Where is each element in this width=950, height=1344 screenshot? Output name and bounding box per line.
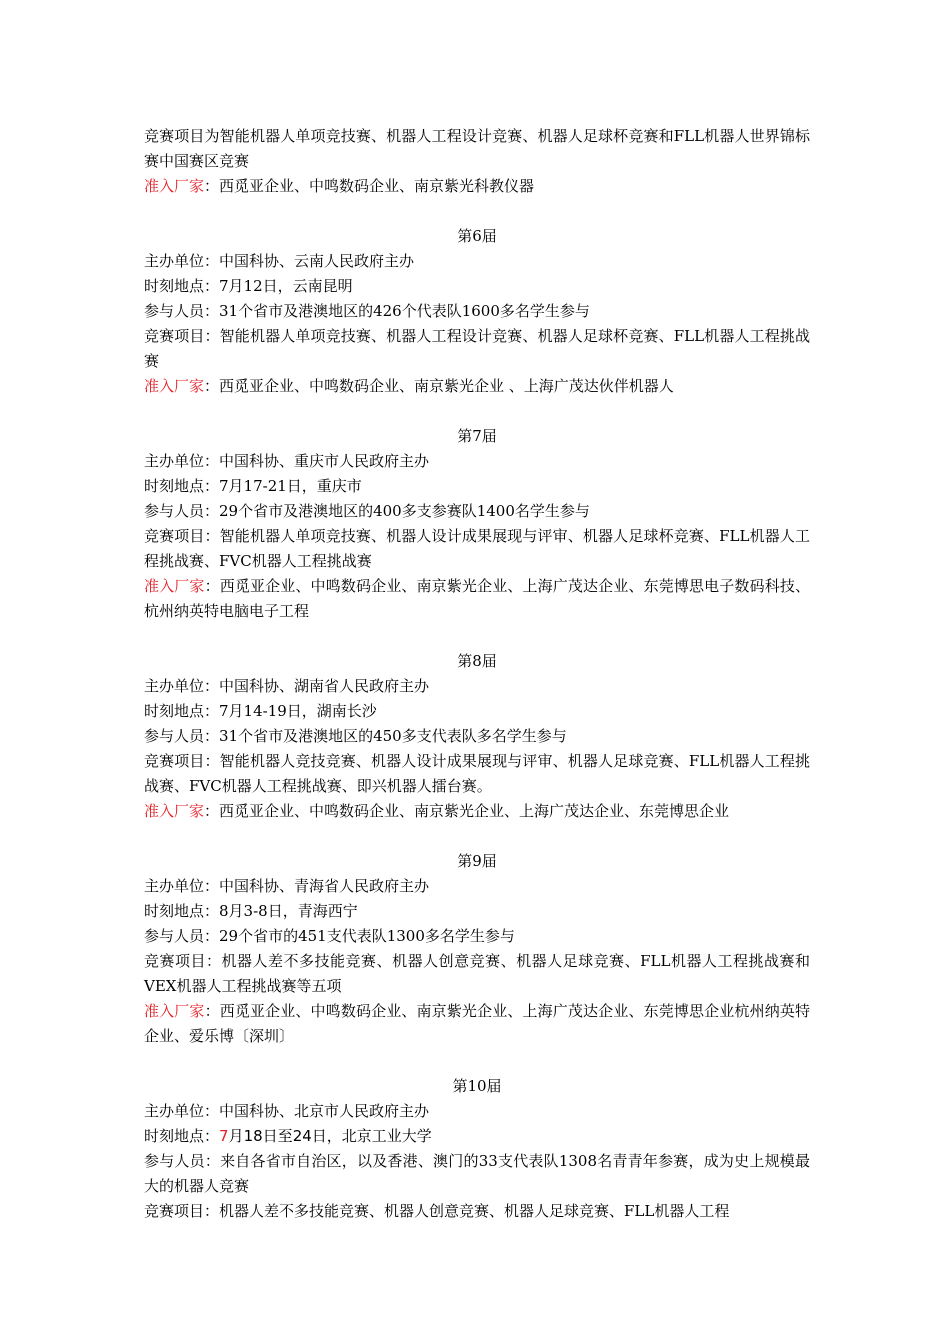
intro-events: 竞赛项目为智能机器人单项竞技赛、机器人工程设计竞赛、机器人足球杯竞赛和FLL机器人世界锦标赛中国赛区竞赛 [144,127,810,170]
time-place-10 [144,1124,810,1149]
participants-9: 参与人员：29个省市的451支代表队1300多名学生参与 [144,927,515,945]
vendors-label: 准入厂家 [144,177,205,195]
time-place-8: 时刻地点：7月14-19日，湖南长沙 [144,702,377,720]
organizer-6: 主办单位：中国科协、云南人民政府主办 [144,252,415,270]
vendors-6 [144,374,810,399]
participants-6: 参与人员：31个省市及港澳地区的426个代表队1600多名学生参与 [144,302,590,320]
section-title-8: 第8届 [457,652,497,670]
section-title-9: 第9届 [457,852,497,870]
vendors-label: 准入厂家 [144,377,205,395]
time-month: 7 [219,1127,229,1145]
vendors-9 [144,999,810,1049]
intro-vendors [144,174,810,199]
vendors-list: ：西觅亚企业、中鸣数码企业、南京紫光企业、上海广茂达企业、东莞博思企业杭州纳英特企业、爱乐博〔深圳〕 [144,1002,810,1045]
time-day-start: 18 [243,1127,263,1145]
participants-7: 参与人员：29个省市及港澳地区的400多支参赛队1400名学生参与 [144,502,590,520]
time-day-end: 24 [292,1127,312,1145]
vendors-list: ：西觅亚企业、中鸣数码企业、南京紫光企业、上海广茂达企业、东莞博思电子数码科技、杭州纳英特电脑电子工程 [144,577,810,620]
section-title-10: 第10届 [452,1077,502,1095]
vendors-list: ：西觅亚企业、中鸣数码企业、南京紫光企业 、上海广茂达伙伴机器人 [204,377,674,395]
time-place-9: 时刻地点：8月3-8日，青海西宁 [144,902,358,920]
participants-10: 参与人员：来自各省市自治区，以及香港、澳门的33支代表队1308名青青年参赛，成为史上规模最大的机器人竞赛 [144,1152,810,1195]
time-place-6: 时刻地点：7月12日，云南昆明 [144,277,353,295]
time-mid: 月 [228,1127,244,1145]
organizer-7: 主办单位：中国科协、重庆市人民政府主办 [144,452,430,470]
time-suffix: 日，北京工业大学 [311,1127,432,1145]
vendors-list: ：西觅亚企业、中鸣数码企业、南京紫光企业、上海广茂达企业、东莞博思企业 [204,802,730,820]
section-title-7: 第7届 [457,427,497,445]
vendors-list: ：西觅亚企业、中鸣数码企业、南京紫光科教仪器 [204,177,535,195]
events-6: 竞赛项目：智能机器人单项竞技赛、机器人工程设计竞赛、机器人足球杯竞赛、FLL机器人工程挑战赛 [144,327,810,370]
events-9: 竞赛项目：机器人差不多技能竞赛、机器人创意竞赛、机器人足球竞赛、FLL机器人工程挑战赛和VEX机器人工程挑战赛等五项 [144,952,810,995]
section-title-6: 第6届 [457,227,497,245]
vendors-label: 准入厂家 [144,577,205,595]
vendors-label: 准入厂家 [144,802,205,820]
vendors-8 [144,799,810,824]
events-7: 竞赛项目：智能机器人单项竞技赛、机器人设计成果展现与评审、机器人足球杯竞赛、FLL机器人工程挑战赛、FVC机器人工程挑战赛 [144,527,810,570]
vendors-label: 准入厂家 [144,1002,205,1020]
organizer-10: 主办单位：中国科协、北京市人民政府主办 [144,1102,430,1120]
organizer-8: 主办单位：中国科协、湖南省人民政府主办 [144,677,430,695]
events-10: 竞赛项目：机器人差不多技能竞赛、机器人创意竞赛、机器人足球竞赛、FLL机器人工程 [144,1202,730,1220]
document-page [144,124,810,1224]
organizer-9: 主办单位：中国科协、青海省人民政府主办 [144,877,430,895]
time-place-7: 时刻地点：7月17-21日，重庆市 [144,477,362,495]
time-mid: 日至 [262,1127,293,1145]
time-prefix: 时刻地点： [144,1127,220,1145]
events-8: 竞赛项目：智能机器人竞技竞赛、机器人设计成果展现与评审、机器人足球竞赛、FLL机器人工程挑战赛、FVC机器人工程挑战赛、即兴机器人擂台赛。 [144,752,810,795]
vendors-7 [144,574,810,624]
participants-8: 参与人员：31个省市及港澳地区的450多支代表队多名学生参与 [144,727,567,745]
